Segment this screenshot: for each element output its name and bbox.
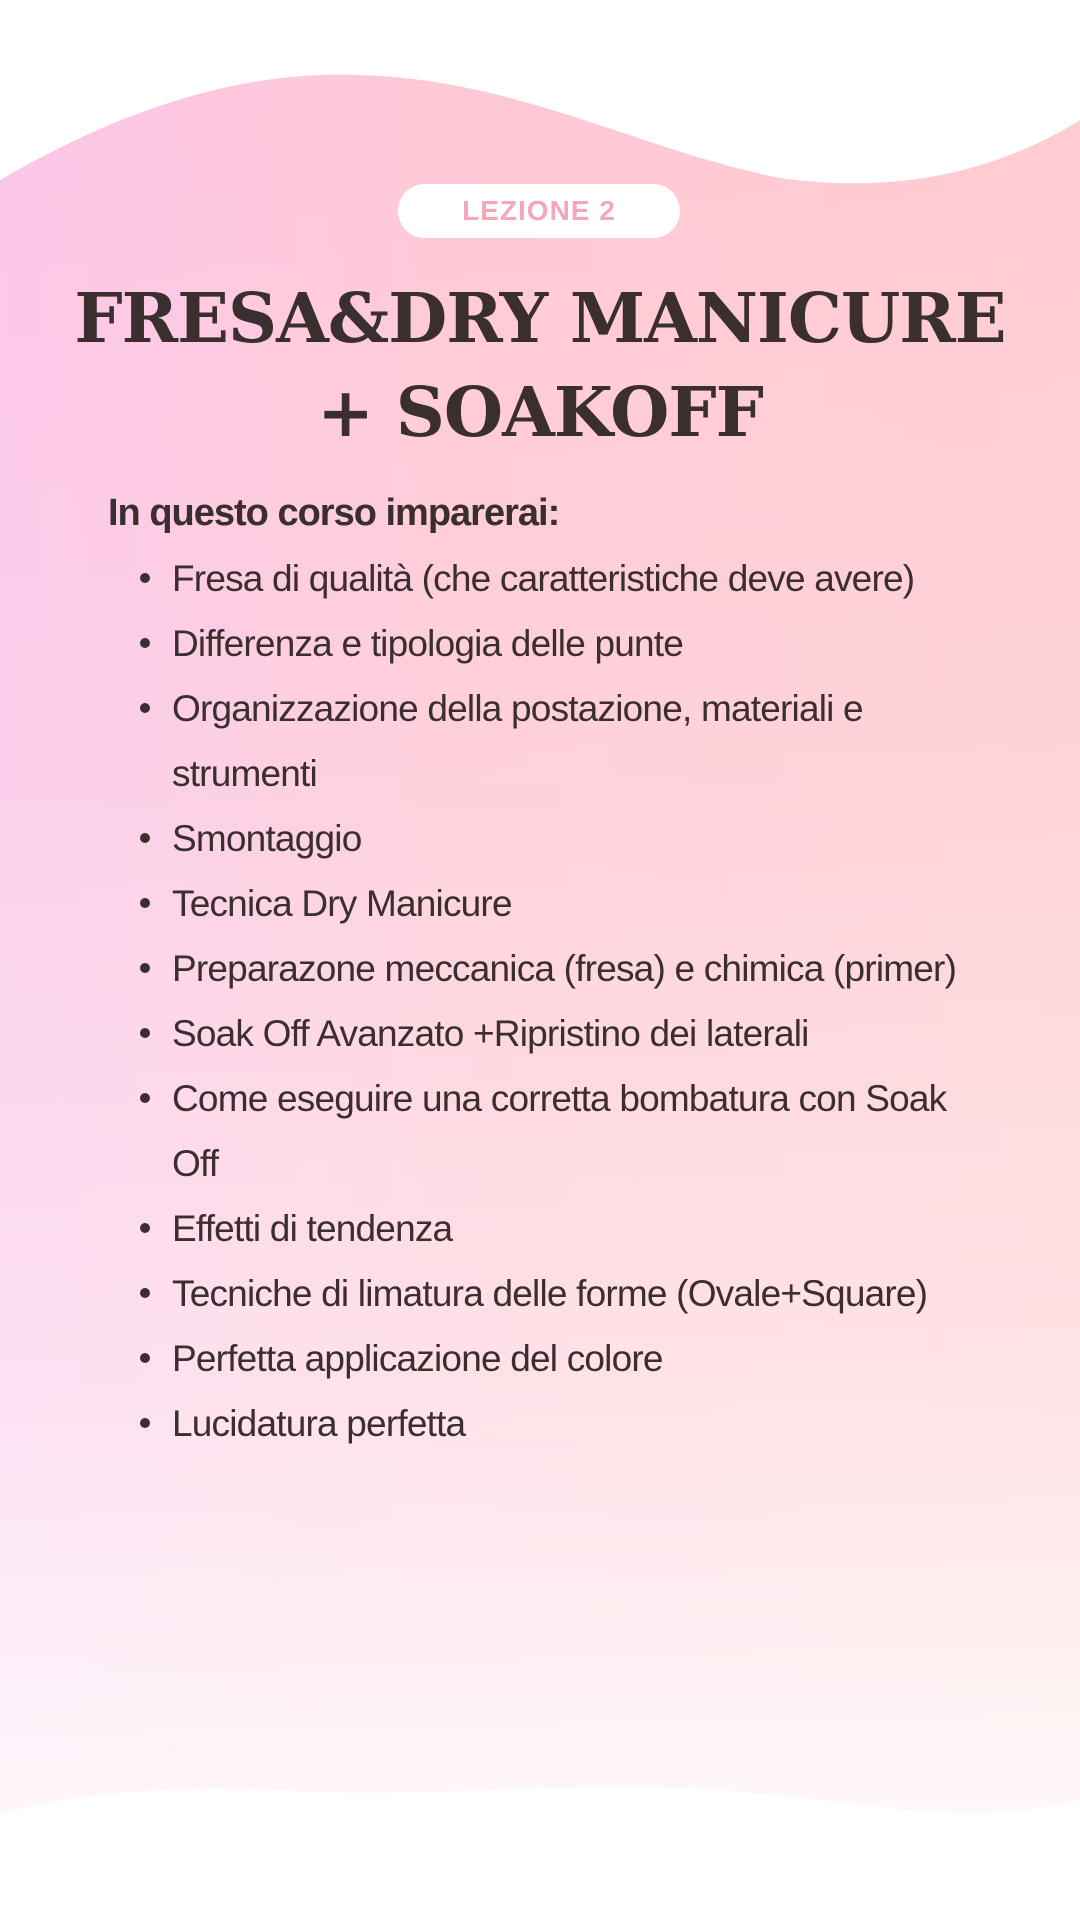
list-item: Organizzazione della postazione, materiali e strumenti	[136, 676, 976, 806]
list-item: Smontaggio	[136, 806, 976, 871]
list-item: Fresa di qualità (che caratteristiche deve avere)	[136, 546, 976, 611]
course-intro-heading: In questo corso imparerai:	[108, 492, 560, 534]
lesson-badge: LEZIONE 2	[398, 184, 680, 238]
title-line-1: FRESA&DRY MANICURE	[74, 279, 1006, 359]
list-item: Tecnica Dry Manicure	[136, 871, 976, 936]
list-item: Preparazone meccanica (fresa) e chimica (primer)	[136, 936, 976, 1001]
title-line-2: + SOAKOFF	[317, 373, 763, 453]
topic-list	[136, 546, 976, 1456]
list-item: Tecniche di limatura delle forme (Ovale+Square)	[136, 1261, 976, 1326]
list-item: Perfetta applicazione del colore	[136, 1326, 976, 1391]
page-title	[60, 272, 1020, 460]
list-item: Effetti di tendenza	[136, 1196, 976, 1261]
list-item: Lucidatura perfetta	[136, 1391, 976, 1456]
list-item: Come eseguire una corretta bombatura con Soak Off	[136, 1066, 976, 1196]
list-item: Differenza e tipologia delle punte	[136, 611, 976, 676]
list-item: Soak Off Avanzato +Ripristino dei laterali	[136, 1001, 976, 1066]
